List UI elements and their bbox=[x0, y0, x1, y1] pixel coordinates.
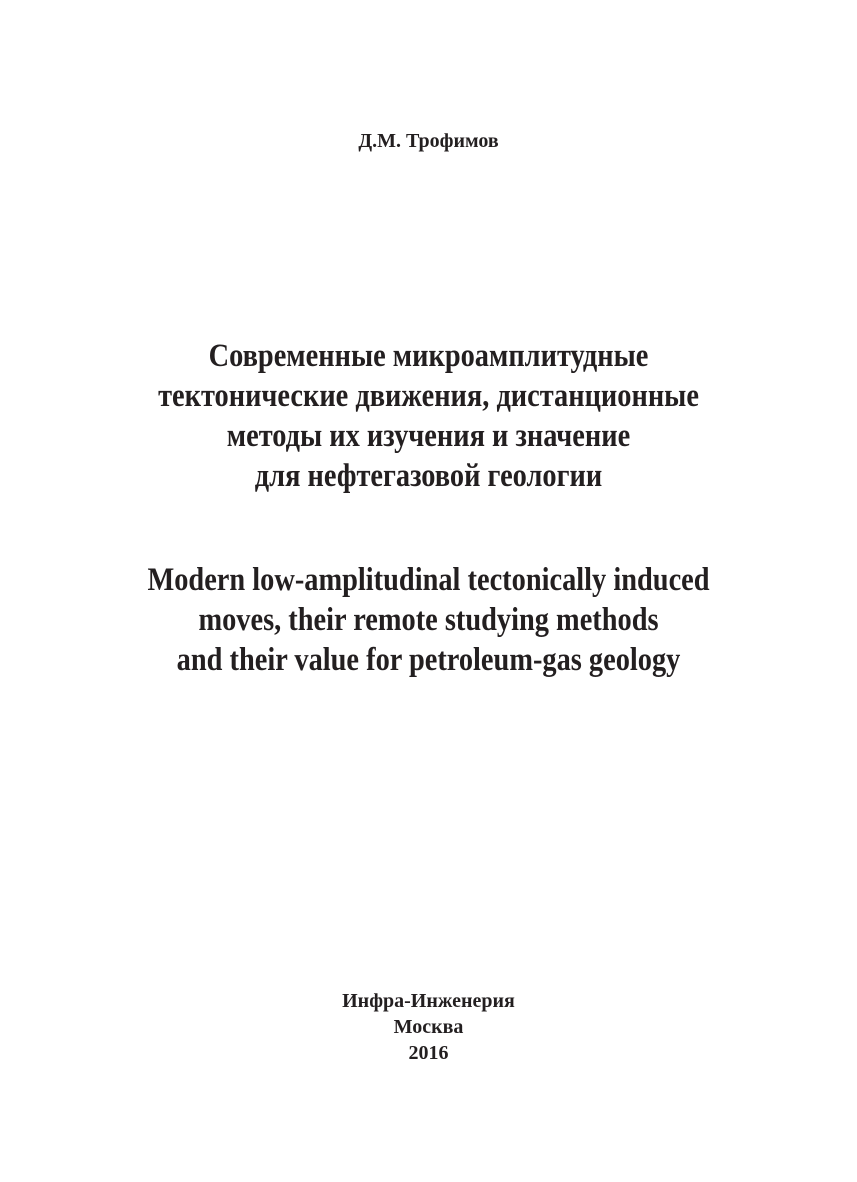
title-ru-line: для нефтегазовой геологии bbox=[254, 458, 603, 494]
title-ru-line: методы их изучения и значение bbox=[226, 418, 631, 454]
title-en-line: moves, their remote studying methods bbox=[198, 602, 659, 638]
imprint bbox=[0, 988, 857, 1066]
publication-year: 2016 bbox=[408, 1042, 449, 1064]
publisher-name: Инфра-Инженерия bbox=[342, 990, 515, 1012]
title-english bbox=[60, 560, 797, 680]
title-en-line: and their value for petroleum-gas geology bbox=[176, 642, 681, 678]
title-russian bbox=[60, 336, 797, 496]
author-name: Д.М. Трофимов bbox=[358, 130, 499, 152]
publication-city: Москва bbox=[393, 1016, 464, 1038]
title-en-line: Modern low-amplitudinal tectonically induced bbox=[147, 562, 710, 598]
title-ru-line: тектонические движения, дистанционные bbox=[158, 378, 699, 414]
title-ru-line: Современные микроамплитудные bbox=[208, 338, 649, 374]
